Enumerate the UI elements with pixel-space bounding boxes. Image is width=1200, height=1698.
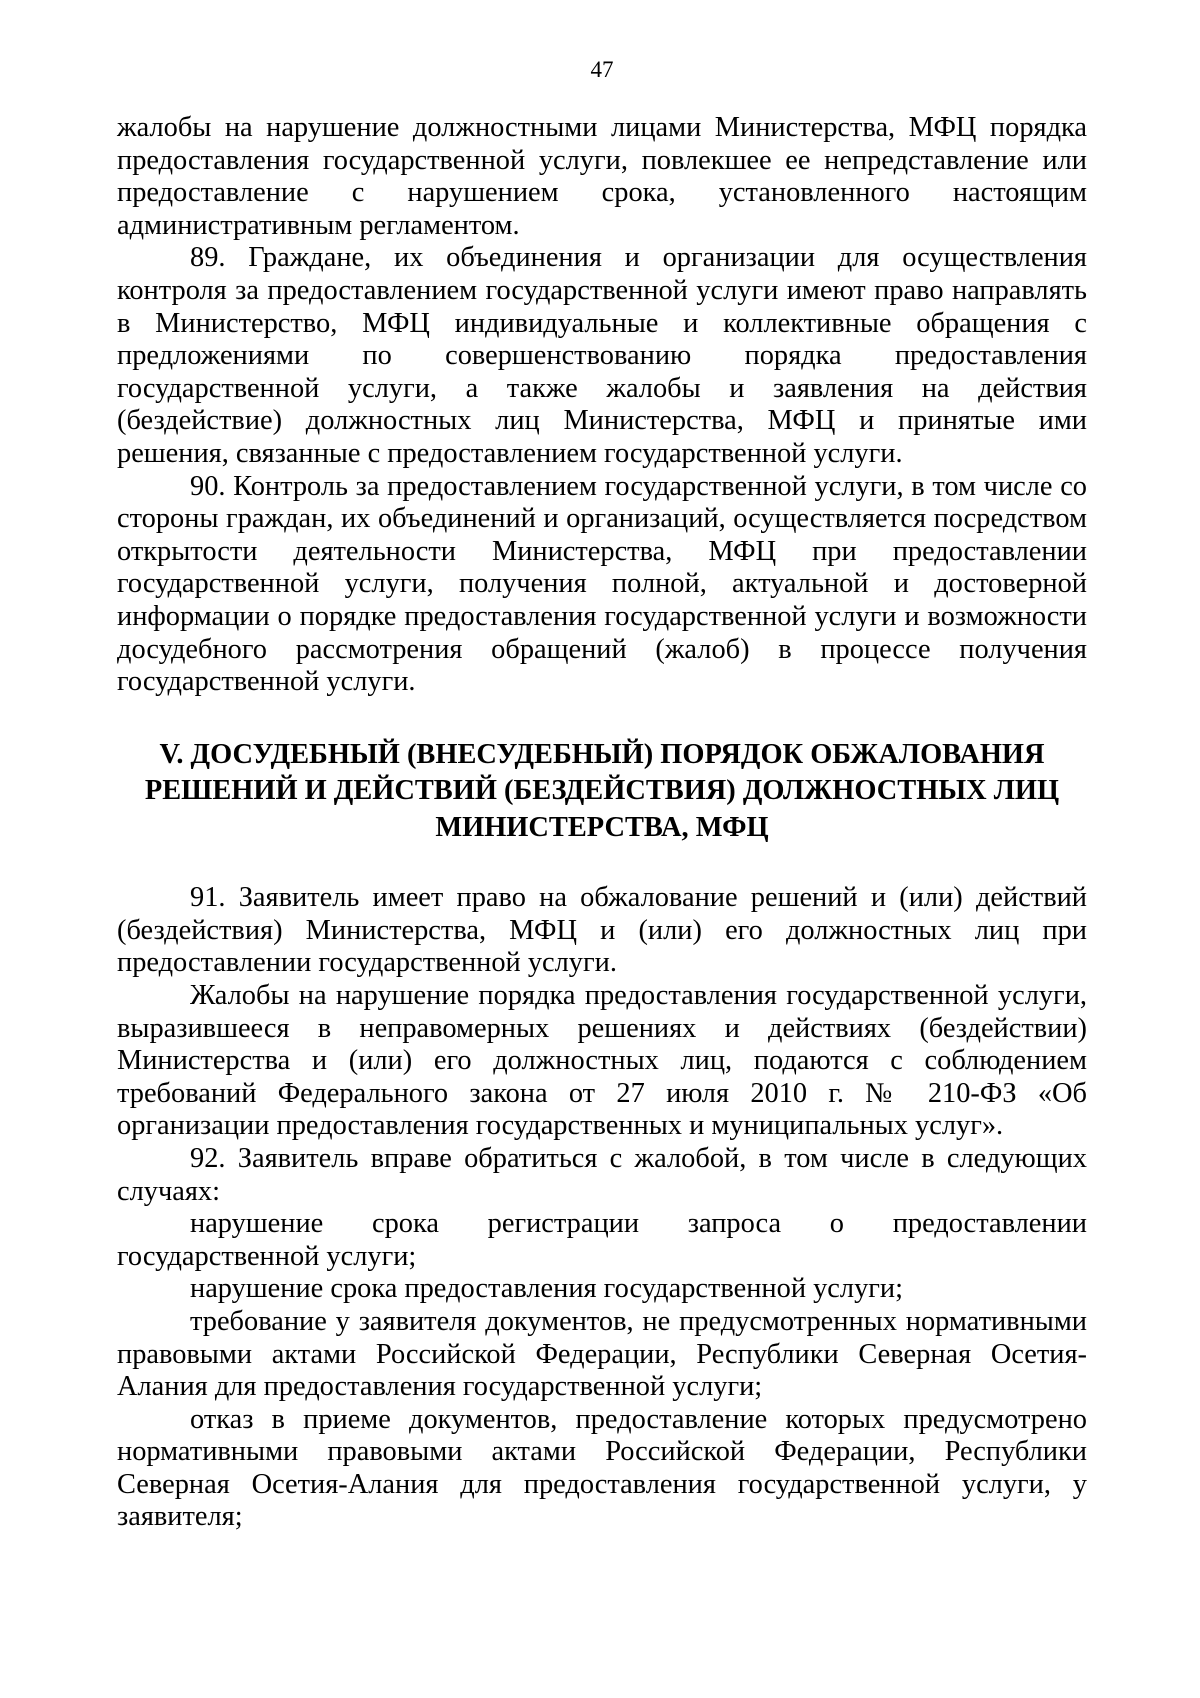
list-item-extra-documents: требование у заявителя документов, не предусмотренных нормативными правовыми актами Российской Федерации, Республики Северная Осетия-Алания для предоставления государственной услуги; (117, 1305, 1087, 1403)
list-item-service-deadline: нарушение срока предоставления государственной услуги; (190, 1273, 903, 1305)
paragraph-complaints: Жалобы на нарушение порядка предоставления государственной услуги, выразившееся в неправомерных решениях и действиях (бездействии) Министерства и (или) его должностных лиц, подаются с соблюдением требований Федерального закона от 27 июля 2010 г. № 210-ФЗ «Об организации предоставления государственных и муниципальных услуг». (117, 979, 1087, 1142)
paragraph-top-1: жалобы на нарушение должностными лицами Министерства, МФЦ порядка предоставления государственной услуги, повлекшее ее непредставление или предоставление с нарушением срока, установленного настоящим административным регламентом. (117, 112, 1087, 241)
document-body (117, 112, 1087, 1534)
section-heading-line-1: V. ДОСУДЕБНЫЙ (ВНЕСУДЕБНЫЙ) ПОРЯДОК ОБЖАЛОВАНИЯ (159, 738, 1045, 770)
section-heading-line-3: МИНИСТЕРСТВА, МФЦ (435, 811, 769, 843)
list-item-registration-deadline: нарушение срока регистрации запроса о предоставлении государственной услуги; (117, 1208, 1087, 1272)
section-heading (117, 737, 1087, 847)
list-item-refusal-documents: отказ в приеме документов, предоставление которых предусмотрено нормативными правовыми актами Российской Федерации, Республики Северная Осетия-Алания для предоставления государственной услуги, у заявителя; (117, 1403, 1087, 1533)
section-heading-line-2: РЕШЕНИЙ И ДЕЙСТВИЙ (БЕЗДЕЙСТВИЯ) ДОЛЖНОСТНЫХ ЛИЦ (144, 775, 1060, 807)
paragraph-92: 92. Заявитель вправе обратиться с жалобой, в том числе в следующих случаях: (117, 1142, 1087, 1207)
paragraph-89: 89. Граждане, их объединения и организации для осуществления контроля за предоставлением государственной услуги имеют право направлять в Министерство, МФЦ индивидуальные и коллективные обращения с предложениями по совершенствованию порядка предоставления государственной услуги, а также жалобы и заявления на действия (бездействие) должностных лиц Министерства, МФЦ и принятые ими решения, связанные с предоставлением государственной услуги. (117, 242, 1087, 469)
page-number: 47 (590, 57, 614, 82)
paragraph-90: 90. Контроль за предоставлением государственной услуги, в том числе со стороны граждан, их объединений и организаций, осуществляется посредством открытости деятельности Министерства, МФЦ при предоставлении государственной услуги, получения полной, актуальной и достоверной информации о порядке предоставления государственной услуги и возможности досудебного рассмотрения обращений (жалоб) в процессе получения государственной услуги. (117, 470, 1087, 698)
paragraph-91: 91. Заявитель имеет право на обжалование решений и (или) действий (бездействия) Министерства, МФЦ и (или) его должностных лиц при предоставлении государственной услуги. (117, 882, 1087, 979)
